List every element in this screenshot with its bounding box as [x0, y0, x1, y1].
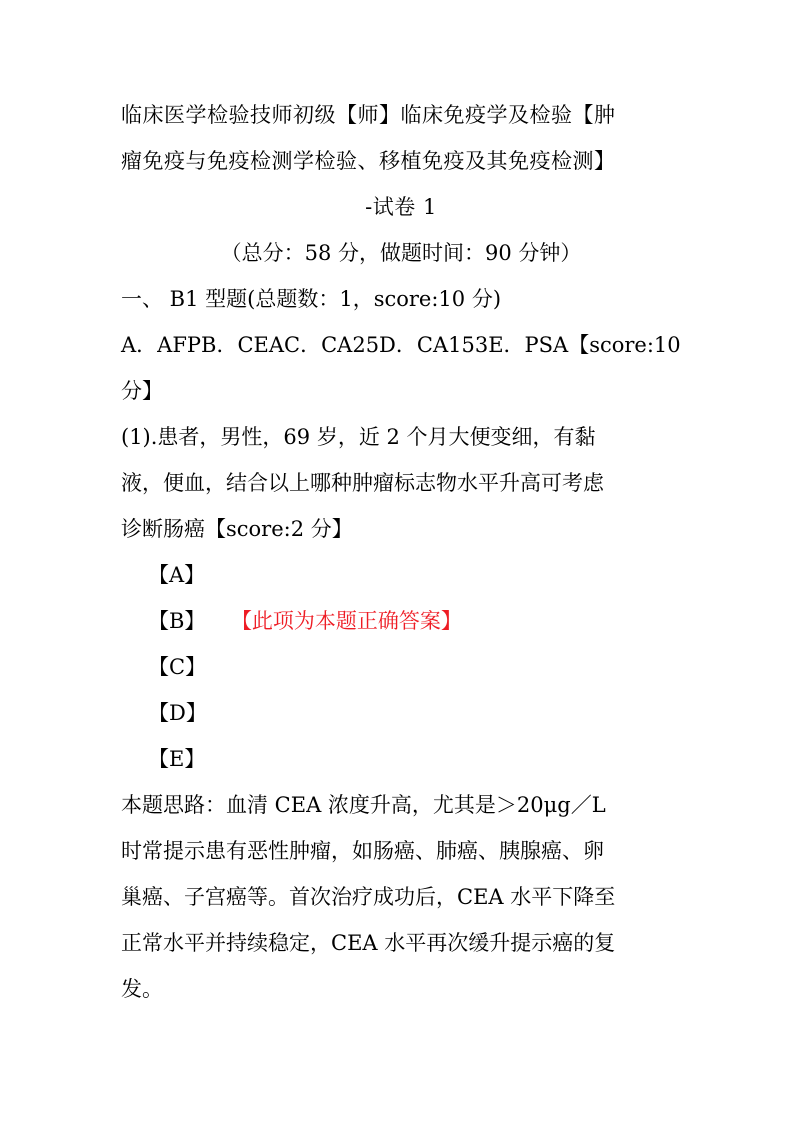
title-line-3: -试卷 1 [365, 195, 437, 219]
option-b [121, 598, 681, 644]
section-heading: 一、 B1 型题(总题数：1，score:10 分) [121, 287, 502, 311]
explanation-line-1: 本题思路：血清 CEA 浓度升高，尤其是＞20μg／L [121, 793, 606, 817]
document-body [121, 92, 681, 1012]
choices-line-1: A．AFPB．CEAC．CA25D．CA153E．PSA【score:10 [121, 333, 681, 357]
option-e-label: 【E】 [148, 747, 206, 771]
option-a [121, 552, 681, 598]
option-c-label: 【C】 [148, 655, 207, 679]
exam-summary: （总分：58 分，做题时间：90 分钟） [220, 241, 582, 265]
explanation-line-4: 正常水平并持续稳定，CEA 水平再次缓升提示癌的复 [121, 931, 616, 955]
option-a-label: 【A】 [148, 563, 206, 587]
choices-line-2: 分】 [121, 379, 163, 403]
explanation-line-5: 发。 [121, 977, 163, 1001]
option-e [121, 736, 681, 782]
option-d [121, 690, 681, 736]
question-line-1: (1).患者，男性，69 岁，近 2 个月大便变细，有黏 [121, 425, 596, 449]
question-line-3: 诊断肠癌【score:2 分】 [121, 517, 353, 541]
question-line-2: 液，便血，结合以上哪种肿瘤标志物水平升高可考虑 [121, 471, 604, 495]
correct-answer-marker: 【此项为本题正确答案】 [241, 609, 462, 633]
option-d-label: 【D】 [148, 701, 207, 725]
explanation-line-3: 巢癌、子宫癌等。首次治疗成功后，CEA 水平下降至 [121, 885, 616, 909]
title-line-1: 临床医学检验技师初级【师】临床免疫学及检验【肿 [121, 103, 616, 127]
option-c [121, 644, 681, 690]
title-line-2: 瘤免疫与免疫检测学检验、移植免疫及其免疫检测】 [121, 149, 616, 173]
option-b-label: 【B】 [148, 609, 206, 633]
explanation-line-2: 时常提示患有恶性肿瘤，如肠癌、肺癌、胰腺癌、卵 [121, 839, 604, 863]
